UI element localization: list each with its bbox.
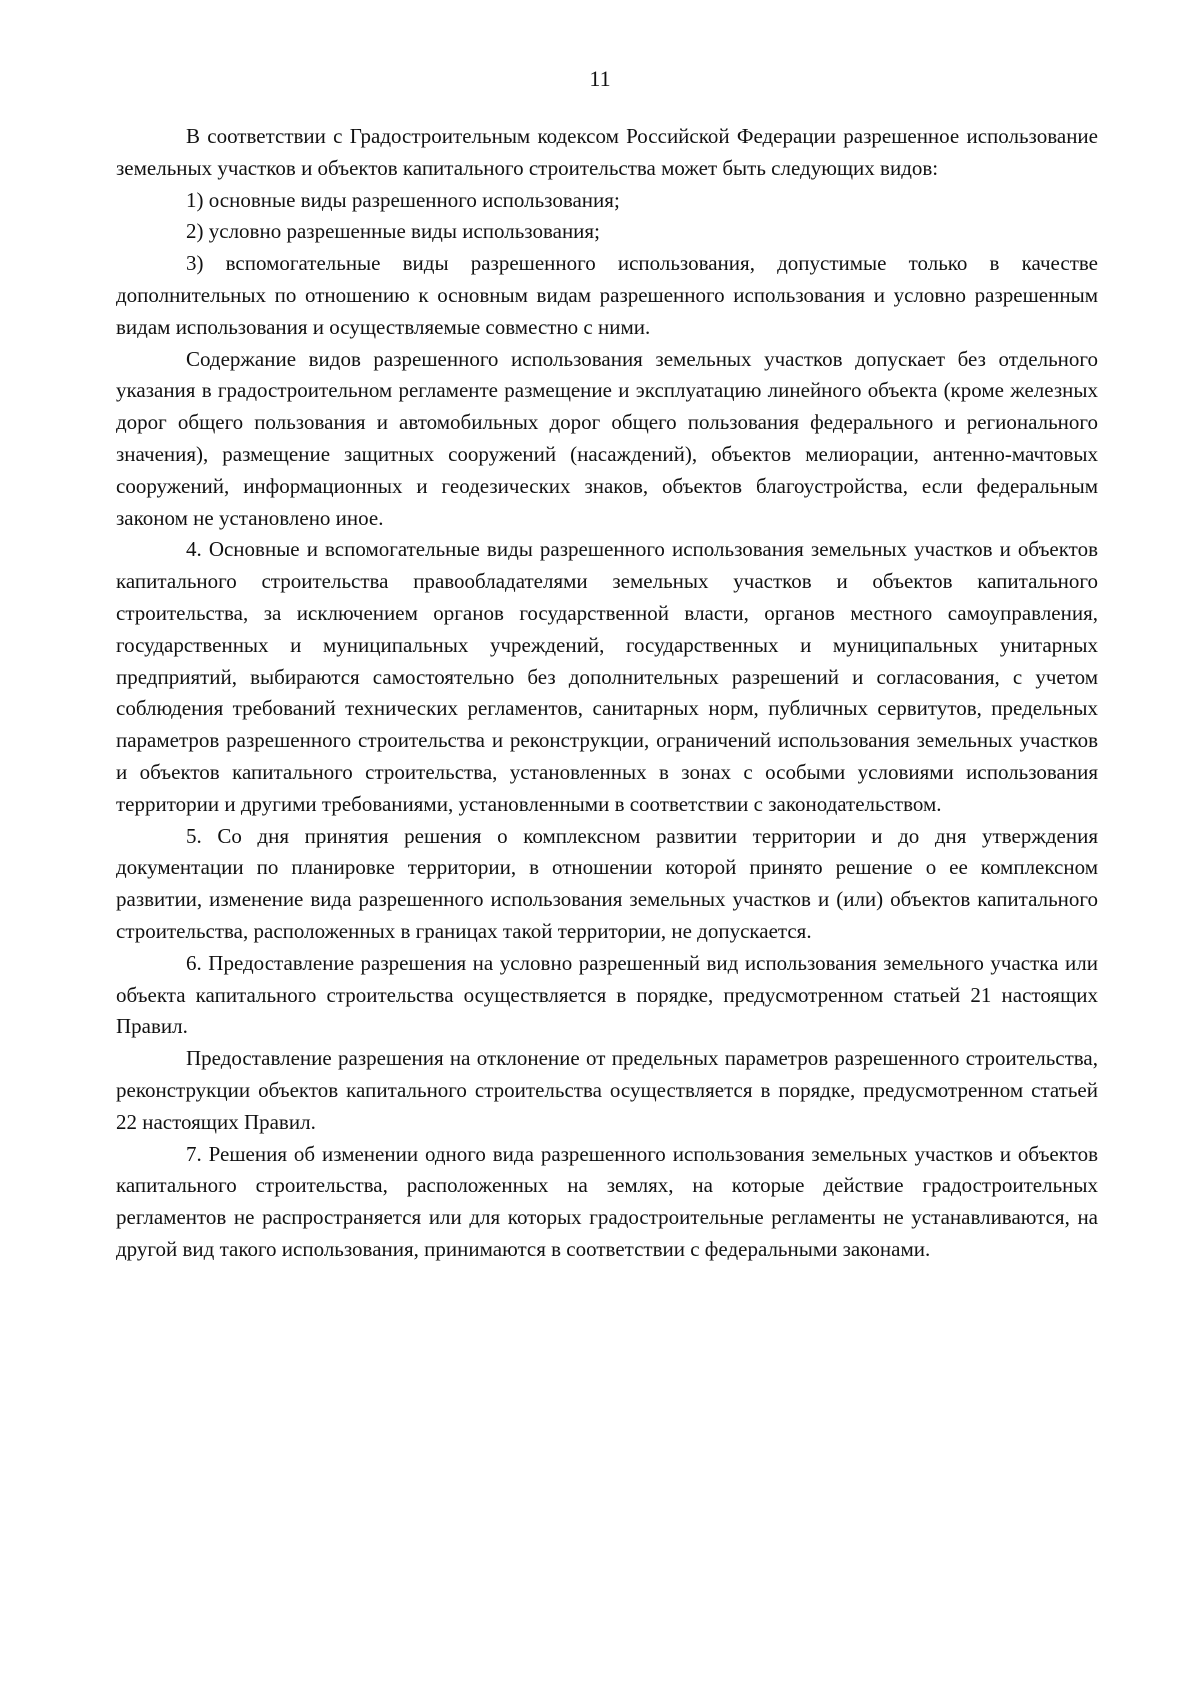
paragraph-content: Содержание видов разрешенного использования земельных участков допускает без отдельного указания в градостроительном регламенте размещение и эксплуатацию линейного объекта (кроме железных дорог общего пользования и автомобильных дорог общего пользования федерального и регионального значения), размещение защитных сооружений (насаждений), объектов мелиорации, антенно-мачтовых сооружений, информационных и геодезических знаков, объектов благоустройства, если федеральным законом не установлено иное. — [116, 346, 1098, 530]
paragraph-intro: В соответствии с Градостроительным кодексом Российской Федерации разрешенное использование земельных участков и объектов капитального строительства может быть следующих видов: — [116, 124, 1098, 180]
document-body — [116, 121, 1098, 1266]
list-item-2: 2) условно разрешенные виды использования; — [186, 219, 600, 244]
list-item-3: 3) вспомогательные виды разрешенного использования, допустимые только в качестве дополнительных по отношению к основным видам разрешенного использования и условно разрешенным видам использования и осуществляемые совместно с ними. — [116, 251, 1098, 339]
clause-7: 7. Решения об изменении одного вида разрешенного использования земельных участков и объектов капитального строительства, расположенных на землях, на которые действие градостроительных регламентов не распространяется или для которых градостроительные регламенты не устанавливаются, на другой вид такого использования, принимаются в соответствии с федеральными законами. — [116, 1141, 1098, 1261]
list-item-1: 1) основные виды разрешенного использования; — [186, 187, 620, 212]
clause-6-continuation: Предоставление разрешения на отклонение от предельных параметров разрешенного строительства, реконструкции объектов капитального строительства осуществляется в порядке, предусмотренном статьей 22 настоящих Правил. — [116, 1046, 1098, 1134]
clause-4: 4. Основные и вспомогательные виды разрешенного использования земельных участков и объектов капитального строительства правообладателями земельных участков и объектов капитального строительства, за исключением органов государственной власти, органов местного самоуправления, государственных и муниципальных учреждений, государственных и муниципальных унитарных предприятий, выбираются самостоятельно без дополнительных разрешений и согласования, с учетом соблюдения требований технических регламентов, санитарных норм, публичных сервитутов, предельных параметров разрешенного строительства и реконструкции, ограничений использования земельных участков и объектов капитального строительства, установленных в зонах с особыми условиями использования территории и другими требованиями, установленными в соответствии с законодательством. — [116, 537, 1098, 816]
clause-6: 6. Предоставление разрешения на условно разрешенный вид использования земельного участка или объекта капитального строительства осуществляется в порядке, предусмотренном статьей 21 настоящих Правил. — [116, 950, 1098, 1039]
clause-5: 5. Со дня принятия решения о комплексном развитии территории и до дня утверждения документации по планировке территории, в отношении которой принято решение о ее комплексном развитии, изменение вида разрешенного использования земельных участков и (или) объектов капитального строительства, расположенных в границах такой территории, не допускается. — [116, 823, 1098, 943]
page-number: 11 — [589, 66, 611, 91]
